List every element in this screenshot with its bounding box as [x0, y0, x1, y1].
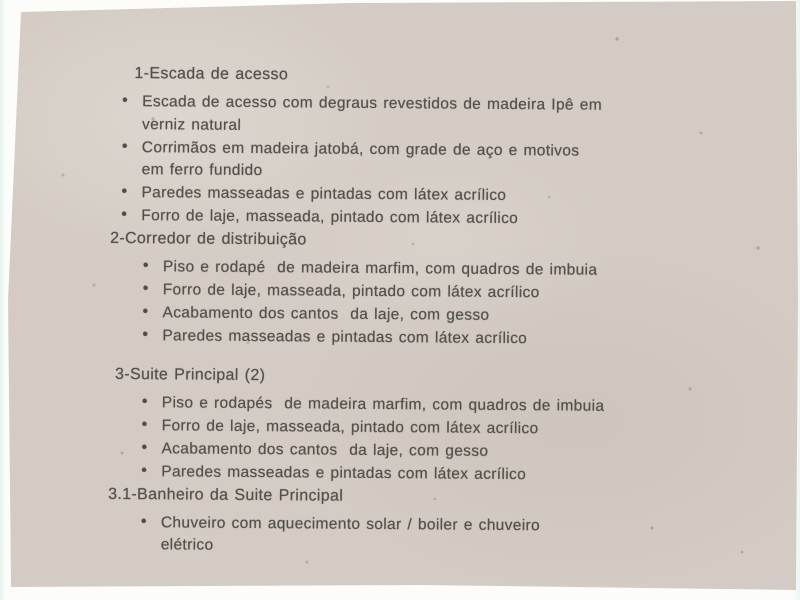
spec-item-line: Chuveiro com aquecimento solar / boiler e chuveiro: [160, 513, 541, 534]
spec-item-line: em ferro fundido: [141, 161, 263, 180]
section-item-list: [142, 256, 798, 353]
spec-item-line: Piso e rodapés de madeira marfim, com quadros de imbuia: [161, 393, 605, 415]
spec-item-line: Paredes masseadas e pintadas com látex acrílico: [141, 184, 507, 204]
spec-item-text: [161, 512, 796, 562]
section-heading: 2-Corredor de distribuição: [110, 229, 307, 249]
spec-item-text: [142, 91, 799, 141]
spec-item: [122, 136, 799, 186]
section-heading: 3-Suite Principal (2): [115, 365, 266, 384]
spec-item-line: Acabamento dos cantos da laje, com gesso: [162, 304, 490, 324]
bullet-icon: •: [122, 91, 129, 110]
section-item-list: [141, 512, 796, 562]
section-heading: 1-Escada de acesso: [134, 65, 289, 84]
spec-item-line: Escada de acesso com degraus revestidos de madeira Ipê em: [142, 93, 603, 114]
spec-item-text: [162, 325, 797, 352]
bullet-icon: •: [121, 205, 128, 224]
spec-item-line: Forro de laje, masseada, pintado com látex acrílico: [162, 281, 540, 302]
spec-item-line: Piso e rodapé de madeira marfim, com quadros de imbuia: [162, 258, 598, 279]
bullet-icon: •: [140, 512, 147, 530]
bullet-icon: •: [121, 182, 128, 201]
spec-item-line: Corrimãos em madeira jatobá, com grade de aço e motivos: [141, 138, 580, 160]
spec-item-line: Forro de laje, masseada, pintado com látex acrílico: [161, 416, 539, 437]
section-item-list: [121, 91, 799, 233]
section-heading: 3.1-Banheiro da Suite Principal: [108, 485, 344, 505]
spec-item-text: [142, 137, 799, 187]
spec-item-line: elétrico: [160, 536, 214, 554]
bullet-icon: •: [142, 303, 149, 321]
bullet-icon: •: [141, 415, 148, 433]
bullet-icon: •: [142, 257, 149, 275]
bullet-icon: •: [142, 280, 149, 298]
spec-item-line: Paredes masseadas e pintadas com látex acrílico: [162, 327, 528, 348]
section-item-list: [141, 392, 797, 489]
spec-item-line: Acabamento dos cantos da laje, com gesso: [161, 439, 489, 460]
spec-item: [122, 91, 799, 141]
spec-item-line: Forro de laje, masseada, pintado com látex acrílico: [141, 207, 519, 228]
spec-item-line: verniz natural: [141, 115, 242, 134]
bullet-icon: •: [121, 137, 128, 155]
bullet-icon: •: [142, 326, 149, 344]
spec-item-line: Paredes masseadas e pintadas com látex acrílico: [161, 462, 527, 483]
bullet-icon: •: [141, 438, 148, 456]
bullet-icon: •: [141, 392, 148, 410]
bullet-icon: •: [141, 461, 148, 479]
spec-item: [142, 325, 797, 353]
spec-item: [141, 512, 796, 562]
